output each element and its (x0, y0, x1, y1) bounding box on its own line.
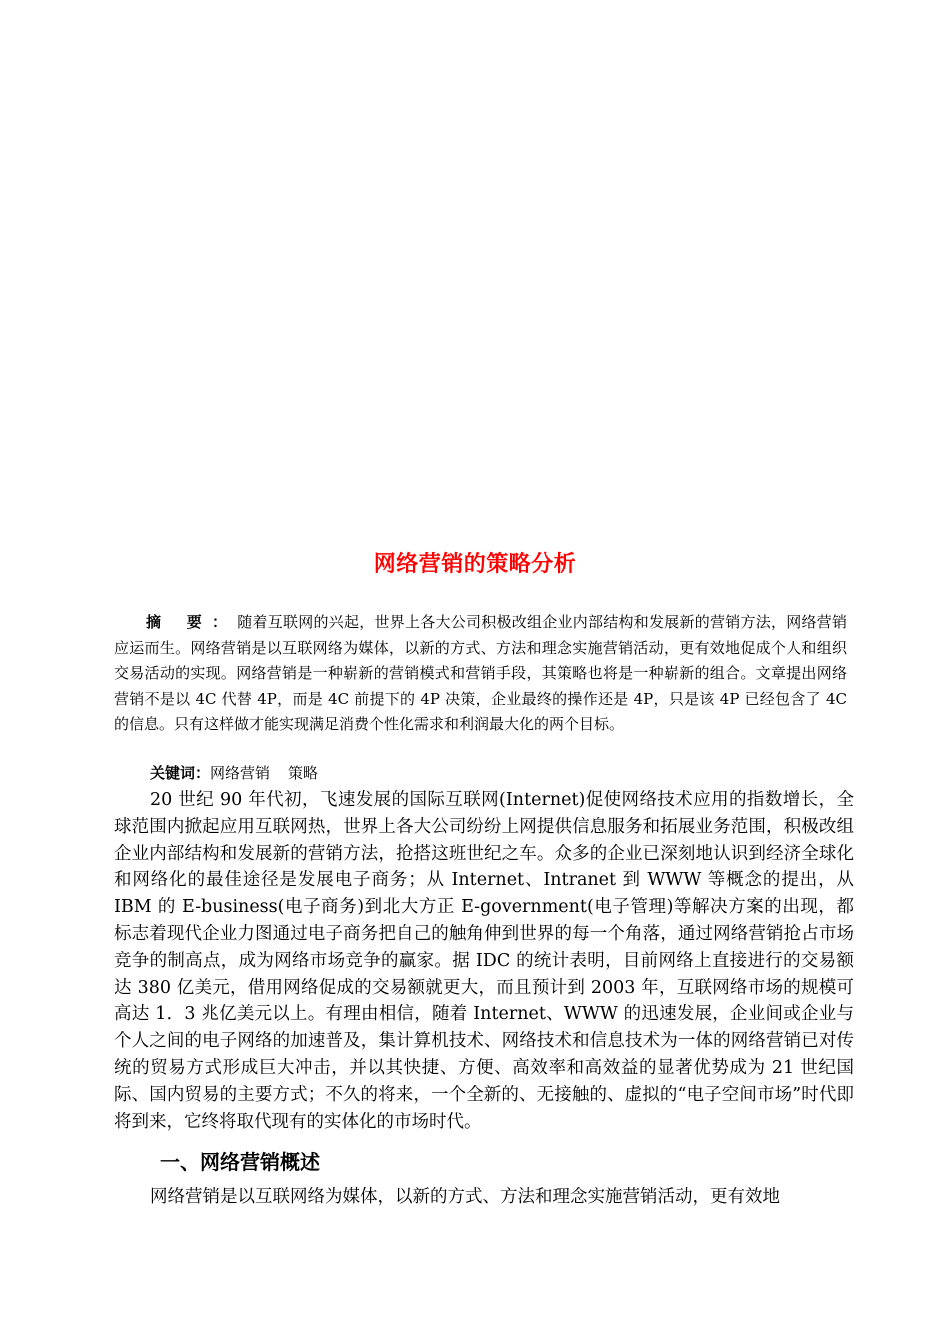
keyword-item: 网络营销 (210, 764, 271, 782)
abstract-text: 随着互联网的兴起，世界上各大公司积极改组企业内部结构和发展新的营销方法，网络营销应运而生。网络营销是以互联网络为媒体，以新的方式、方法和理念实施营销活动，更有效地促成个人和组织交易活动的实现。网络营销是一种崭新的营销模式和营销手段，其策略也将是一种崭新的组合。文章提出网络营销不是以 4C 代替 4P，而是 4C 前提下的 4P 决策，企业最终的操作还是 4P，只是该 4P 已经包含了 4C 的信息。只有这样做才能实现满足消费个性化需求和利润最大化的两个目标。 (114, 613, 847, 733)
keyword-item: 策略 (288, 764, 319, 782)
document-title: 网络营销的策略分析 (373, 552, 577, 577)
abstract-paragraph (114, 610, 847, 738)
intro-paragraph: 20 世纪 90 年代初，飞速发展的国际互联网(Internet)促使网络技术应用的指数增长，全球范围内掀起应用互联网热，世界上各大公司纷纷上网提供信息服务和拓展业务范围，积极改组企业内部结构和发展新的营销方法，抢搭这班世纪之车。众多的企业已深刻地认识到经济全球化和网络化的最佳途径是发展电子商务；从 Internet、Intranet 到 WWW 等概念的提出，从 IBM 的 E-business(电子商务)到北大方正 E-government(电子管理)等解决方案的出现，都标志着现代企业力图通过电子商务把自己的触角伸到世界的每一个角落，通过网络营销抢占市场竞争的制高点，成为网络市场竞争的赢家。据 IDC 的统计表明，目前网络上直接进行的交易额达 380 亿美元，借用网络促成的交易额就更大，而且预计到 2003 年，互联网络市场的规模可高达 1．3 兆亿美元以上。有理由相信，随着 Internet、WWW 的迅速发展，企业间或企业与个人之间的电子网络的加速普及，集计算机技术、网络技术和信息技术为一体的网络营销已对传统的贸易方式形成巨大冲击，并以其快捷、方便、高效率和高效益的显著优势成为 21 世纪国际、国内贸易的主要方式；不久的将来，一个全新的、无接触的、虚拟的“电子空间市场”时代即将到来，它终将取代现有的实体化的市场时代。 (114, 790, 854, 1132)
section-paragraph: 网络营销是以互联网络为媒体，以新的方式、方法和理念实施营销活动，更有效地 (150, 1187, 780, 1207)
abstract-label: 摘 要： (146, 613, 238, 631)
keywords-label: 关键词： (150, 764, 211, 782)
section-heading: 一、网络营销概述 (160, 1150, 320, 1174)
keywords-line (150, 761, 318, 786)
